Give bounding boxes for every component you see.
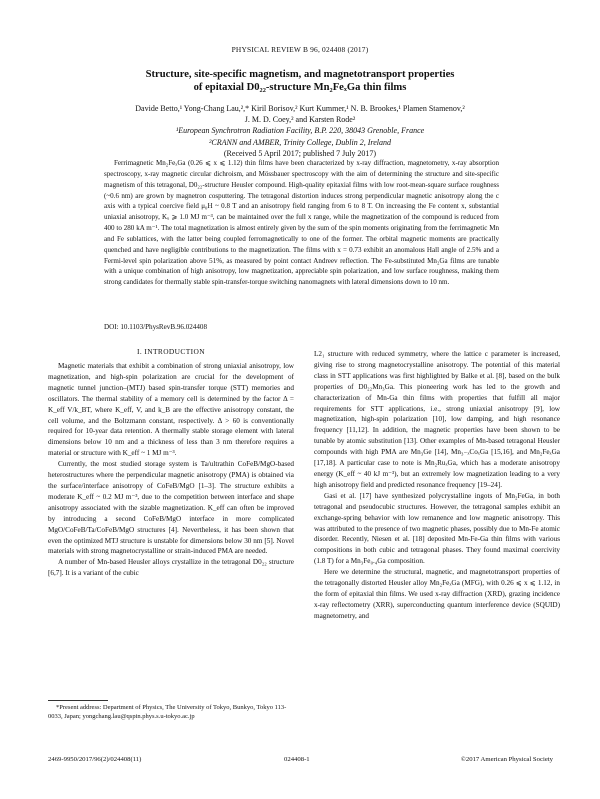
affiliation-1: ¹European Synchrotron Radiation Facility, B.P. 220, 38043 Grenoble, France <box>175 126 425 136</box>
title-line-1: Structure, site-specific magnetism, and magnetotransport properties <box>145 69 455 80</box>
body-paragraph: A number of Mn-based Heusler alloys crystallize in the tetragonal D0₂₂ structure [6,7]. It is a variant of the cubic <box>48 558 294 578</box>
running-head: PHYSICAL REVIEW B 96, 024408 (2017) <box>231 45 369 54</box>
right-column <box>314 349 560 622</box>
abstract: Ferrimagnetic Mn₂FeₓGa (0.26 ⩽ x ⩽ 1.12) thin films have been characterized by x-ray diffraction, magnetometry, x-ray absorption spectroscopy, x-ray magnetic circular dichroism, and Mössbauer spectroscopy with the aim of determining the structure and site-specific magnetism of this tetragonal, D0₂₂-structure Heusler compound. High-quality epitaxial films with low root-mean-square surface roughness (~0.6 nm) are grown by magnetron cosputtering. The tetragonal distortion induces strong perpendicular magnetic anisotropy along the c axis with a typical coercive field μ₀H ~ 0.8 T and an anisotropy field ranging from 6 to 8 T. On increasing the Fe content x, substantial uniaxial anisotropy, Kᵤ ⩾ 1.0 MJ m⁻³, can be maintained over the full x range, while the magnetization of the compound is reduced from 400 to 280 kA m⁻¹. The total magnetization is almost entirely given by the sum of the spin moments originating from the ferrimagnetic Mn and Fe sublattices, with the latter being coupled ferromagnetically to one of the former. The orbital magnetic moments are practically quenched and have negligible contributions to the magnetization. The films with x = 0.73 exhibit an anomalous Hall angle of 2.5% and a Fermi-level spin polarization above 51%, as measured by point contact Andreev reflection. The Fe-substituted Mn₂Ga films are tunable with a unique combination of high anisotropy, low magnetization, appreciable spin polarization, and low surface roughness, making them strong candidates for thermally stable spin-transfer-torque switching nanomagnets with lateral dimensions down to 10 nm. <box>104 159 499 287</box>
author-block <box>70 103 530 159</box>
left-column <box>48 346 294 579</box>
received-dates: (Received 5 April 2017; published 7 July 2017) <box>223 148 377 158</box>
author-line-2: J. M. D. Coey,² and Karsten Rode² <box>244 115 356 125</box>
paper-title <box>70 68 530 94</box>
body-paragraph: Here we determine the structural, magnetic, and magnetotransport properties of the tetragonally distorted Heusler alloy Mn₂FeₓGa (MFG), with 0.26 ⩽ x ⩽ 1.12, in the form of epitaxial thin films. We used x-ray diffraction (XRD), grazing incidence x-ray reflectometry (XRR), superconducting quantum interference device (SQUID) magnetometry, and <box>314 568 560 620</box>
body-paragraph: Magnetic materials that exhibit a combination of strong uniaxial anisotropy, low magnetization, and high-spin polarization are crucial for the development of magnetic tunnel junction–(MTJ) based spin-transfer torque (STT) memories and oscillators. The thermal stability of a memory cell is determined by the factor Δ = K_eff V/k_BT, where K_eff, V, and k_B are the effective anisotropy constant, the cell volume, and the Boltzmann constant, respectively. Δ > 60 is conventionally required for 10-year data retention. A thermally stable storage element with lateral dimensions below 10 nm and a thickness of less than 3 nm therefore requires a material or structure with K_eff ~ 1 MJ m⁻³. <box>48 362 294 458</box>
footnote-block <box>48 700 294 721</box>
author-line-1: Davide Betto,¹ Yong-Chang Lau,²,* Kiril Borisov,² Kurt Kummer,¹ N. B. Brookes,¹ Plamen Stamenov,² <box>135 104 465 113</box>
body-paragraph: Gasi et al. [17] have synthesized polycrystalline ingots of Mn₂FeGa, in both tetragonal and pseudocubic structures. However, the tetragonal samples exhibit an exchange-spring behavior with low remanence and low magnetic anisotropy. This was attributed to the presence of two magnetic phases, possibly due to Mn-Fe atomic disorder. Recently, Niesen et al. [18] deposited Mn-Fe-Ga thin films with various compositions in both cubic and tetragonal phases. They found maximal coercivity (1.8 T) for a Mn₃Fe₀.₄Ga composition. <box>314 491 560 566</box>
body-paragraph: L2₁ structure with reduced symmetry, where the lattice c parameter is increased, giving rise to strong magnetocrystalline anisotropy. The potential of this material class in STT applications was first highlighted by Balke et al. [8], based on the bulk properties of D0₂₂Mn₃Ga. This pioneering work has led to the growth and characterization of Mn-Ga thin films with properties that fulfill all major requirements for STT applications, i.e., strong uniaxial anisotropy [9], low magnetization, high-spin polarization [10], low damping, and high resonance frequency [11,12]. In addition, the magnetic properties have been shown to be tunable by atomic substitution [13]. Other examples of Mn-based tetragonal Heusler compounds with high PMA are Mn₃Ge [14], Mn₃₋ₓCoₓGa [15,16], and Mn₂FeₓGa [17,18]. A particular case to note is Mn₂RuₓGa, which has a moderate anisotropy energy (K_eff ~ 40 kJ m⁻³), but an extremely low magnetization leading to a very high anisotropy field and predicted resonance frequency [19–24]. <box>314 350 560 489</box>
footnote-rule <box>48 700 108 701</box>
doi-link[interactable]: DOI: 10.1103/PhysRevB.96.024408 <box>104 323 207 331</box>
copyright: ©2017 American Physical Society <box>460 756 553 763</box>
page-number: 024408-1 <box>284 756 310 763</box>
title-line-2: of epitaxial D0₂₂-structure Mn₂FeₓGa thin films <box>193 82 407 93</box>
affiliation-2: ²CRANN and AMBER, Trinity College, Dublin 2, Ireland <box>209 137 391 147</box>
issn-code: 2469-9950/2017/96(2)/024408(11) <box>48 756 142 763</box>
body-paragraph: Currently, the most studied storage system is Ta/ultrathin CoFeB/MgO-based heterostructures where the perpendicular magnetic anisotropy (PMA) is obtained via the surface/interface anisotropy of CoFeB/MgO [1–3]. The structure exhibits a moderate K_eff ~ 0.2 MJ m⁻³, due to the competition between interface and shape anisotropy associated with the sizable magnetization. K_eff can often be improved by introducing a second CoFeB/MgO interface in more complicated MgO/CoFeB/Ta/CoFeB/MgO structures [4]. Nevertheless, it has been shown that even the optimized MTJ structure is unstable for dimensions below 30 nm [5]. Novel materials with strong magnetocrystalline or strain-induced PMA are needed. <box>48 460 294 556</box>
section-heading-introduction: I. INTRODUCTION <box>137 347 205 356</box>
footnote-text: *Present address: Department of Physics, The University of Tokyo, Bunkyo, Tokyo 113-0033, Japan; yongchang.lau@qspin.phys.s.u-tokyo.ac.jp <box>48 704 287 720</box>
